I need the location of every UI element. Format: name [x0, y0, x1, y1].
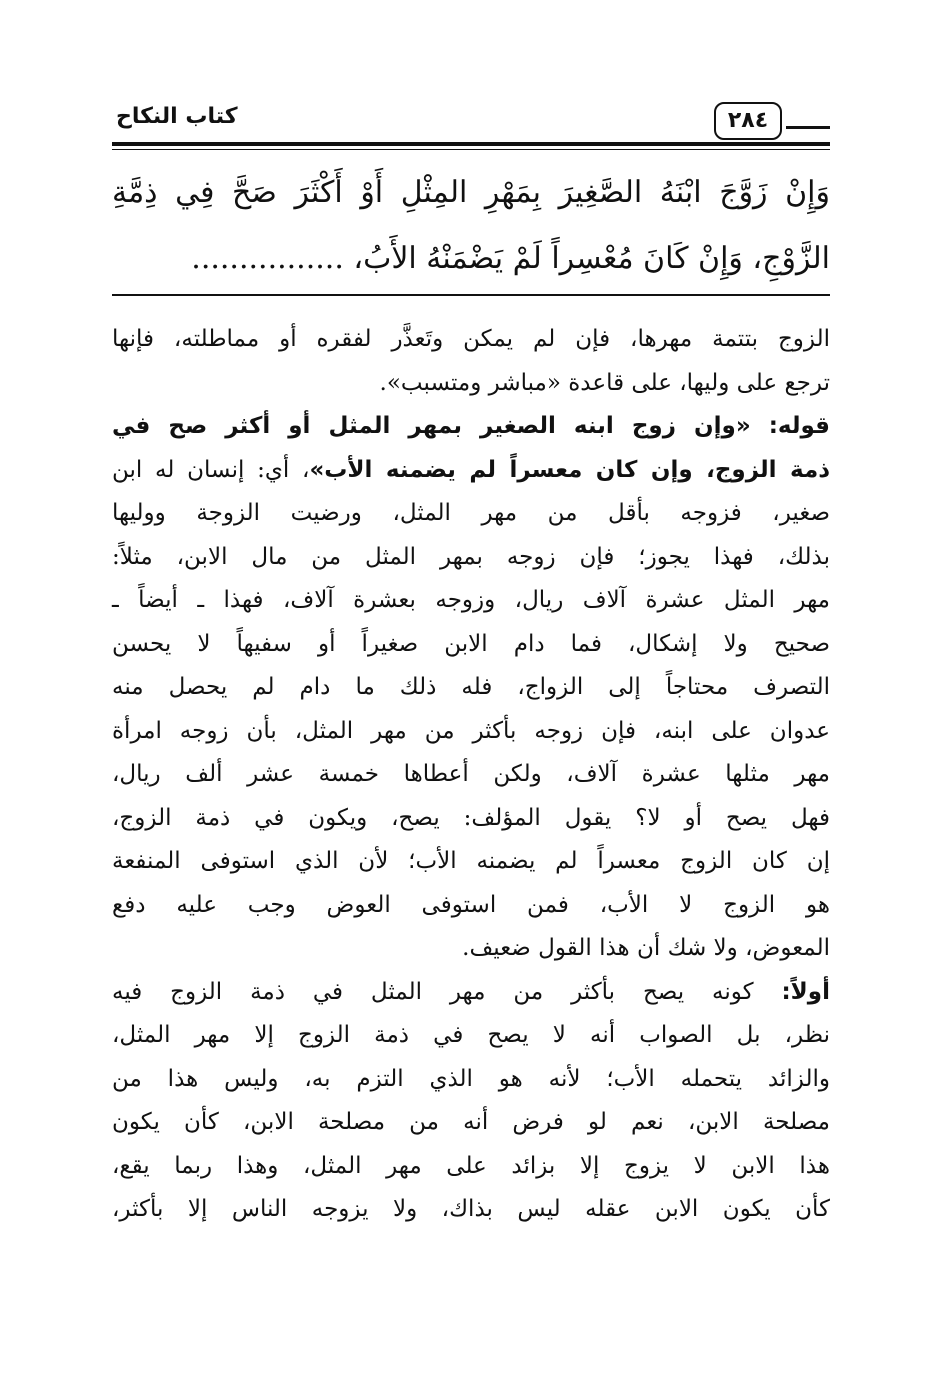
commentary-text [112, 318, 830, 1232]
text-line: فهل يصح أو لا؟ يقول المؤلف: يصح، ويكون في ذمة الزوج، [112, 804, 830, 831]
text-line: المعوض، ولا شك أن هذا القول ضعيف. [462, 935, 830, 961]
text-line: نظر، بل الصواب أنه لا يصح في ذمة الزوج إلا مهر المثل، [112, 1022, 830, 1048]
page-header [112, 100, 830, 144]
text-line: مصلحة الابن، نعم لو فرض أنه من مصلحة الابن، كأن يكون [112, 1109, 830, 1135]
text-line: مهر المثل عشرة آلاف ريال، وزوجه بعشرة آلاف، فهذا ـ أيضاً ـ [112, 587, 830, 613]
header-rule-thick [112, 142, 830, 146]
header-rule-thin [112, 149, 830, 150]
text-span: ، أي: إنسان له ابن [112, 456, 310, 483]
text-line [112, 449, 830, 493]
paragraph-2 [112, 405, 830, 971]
text-line: عدوان على ابنه، فإن زوجه بأكثر من مهر المثل، بأن زوجه امرأة [112, 717, 830, 744]
text-line: كأن يكون الابن عقله ليس بذاك، ولا يزوجه الناس إلا بأكثر، [112, 1196, 830, 1222]
paragraph-3 [112, 971, 830, 1232]
text-line: الزوج بتتمة مهرها، فإن لم يمكن وتَعذَّر لفقره أو مماطلته، فإنها [112, 326, 830, 352]
text-line: هو الزوج لا الأب، فمن استوفى العوض وجب عليه دفع [112, 891, 830, 918]
matn-line-2: الزَّوْجِ، وَإِنْ كَانَ مُعْسِراً لَمْ يَضْمَنْهُ الأَبُ، ................ [191, 241, 830, 276]
text-line: صغير، فزوجه بأقل من مهر المثل، ورضيت الزوجة ووليها [112, 500, 830, 526]
matn-line-1: وَإِنْ زَوَّجَ ابْنَهُ الصَّغِيرَ بِمَهْرِ المِثْلِ أَوْ أَكْثَرَ صَحَّ فِي ذِمَّةِ [112, 175, 830, 210]
header-ornament-line [786, 126, 830, 129]
paragraph-1 [112, 318, 830, 405]
text-line: التصرف محتاجاً إلى الزواج، فله ذلك ما دام لم يحصل منه [112, 674, 830, 700]
text-line: والزائد يتحمله الأب؛ لأنه هو الذي التزم به، وليس هذا من [112, 1065, 830, 1092]
text-line: مهر مثلها عشرة آلاف، ولكن أعطاها خمسة عشر ألف ريال، [112, 761, 830, 787]
text-line [112, 405, 830, 449]
book-title: كتاب النكاح [116, 104, 238, 129]
text-line: إن كان الزوج معسراً لم يضمنه الأب؛ لأن الذي استوفى المنفعة [112, 848, 830, 874]
text-line: هذا الابن لا يزوج إلا بزائد على مهر المثل، وهذا ربما يقع، [112, 1152, 830, 1179]
text-line: ترجع على وليها، على قاعدة «مباشر ومتسبب». [379, 369, 830, 396]
matn-separator [112, 294, 830, 296]
quoted-matn: «وإن زوج ابنه الصغير بمهر المثل أو أكثر صح في [112, 413, 769, 439]
matn-text [112, 160, 830, 292]
text-span: كونه يصح بأكثر من مهر المثل في ذمة الزوج فيه [112, 978, 782, 1005]
quoted-matn: ذمة الزوج، وإن كان معسراً لم يضمنه الأب» [309, 456, 831, 483]
text-line: صحيح ولا إشكال، فما دام الابن صغيراً أو سفيهاً لا يحسن [112, 630, 830, 657]
page-number: ٢٨٤ [714, 102, 782, 140]
text-line [112, 971, 830, 1015]
quote-label: قوله: [768, 413, 830, 439]
point-label: أولاً: [781, 978, 830, 1005]
text-line: بذلك، فهذا يجوز؛ فإن زوجه بمهر المثل من مال الابن، مثلاً: [112, 543, 830, 570]
